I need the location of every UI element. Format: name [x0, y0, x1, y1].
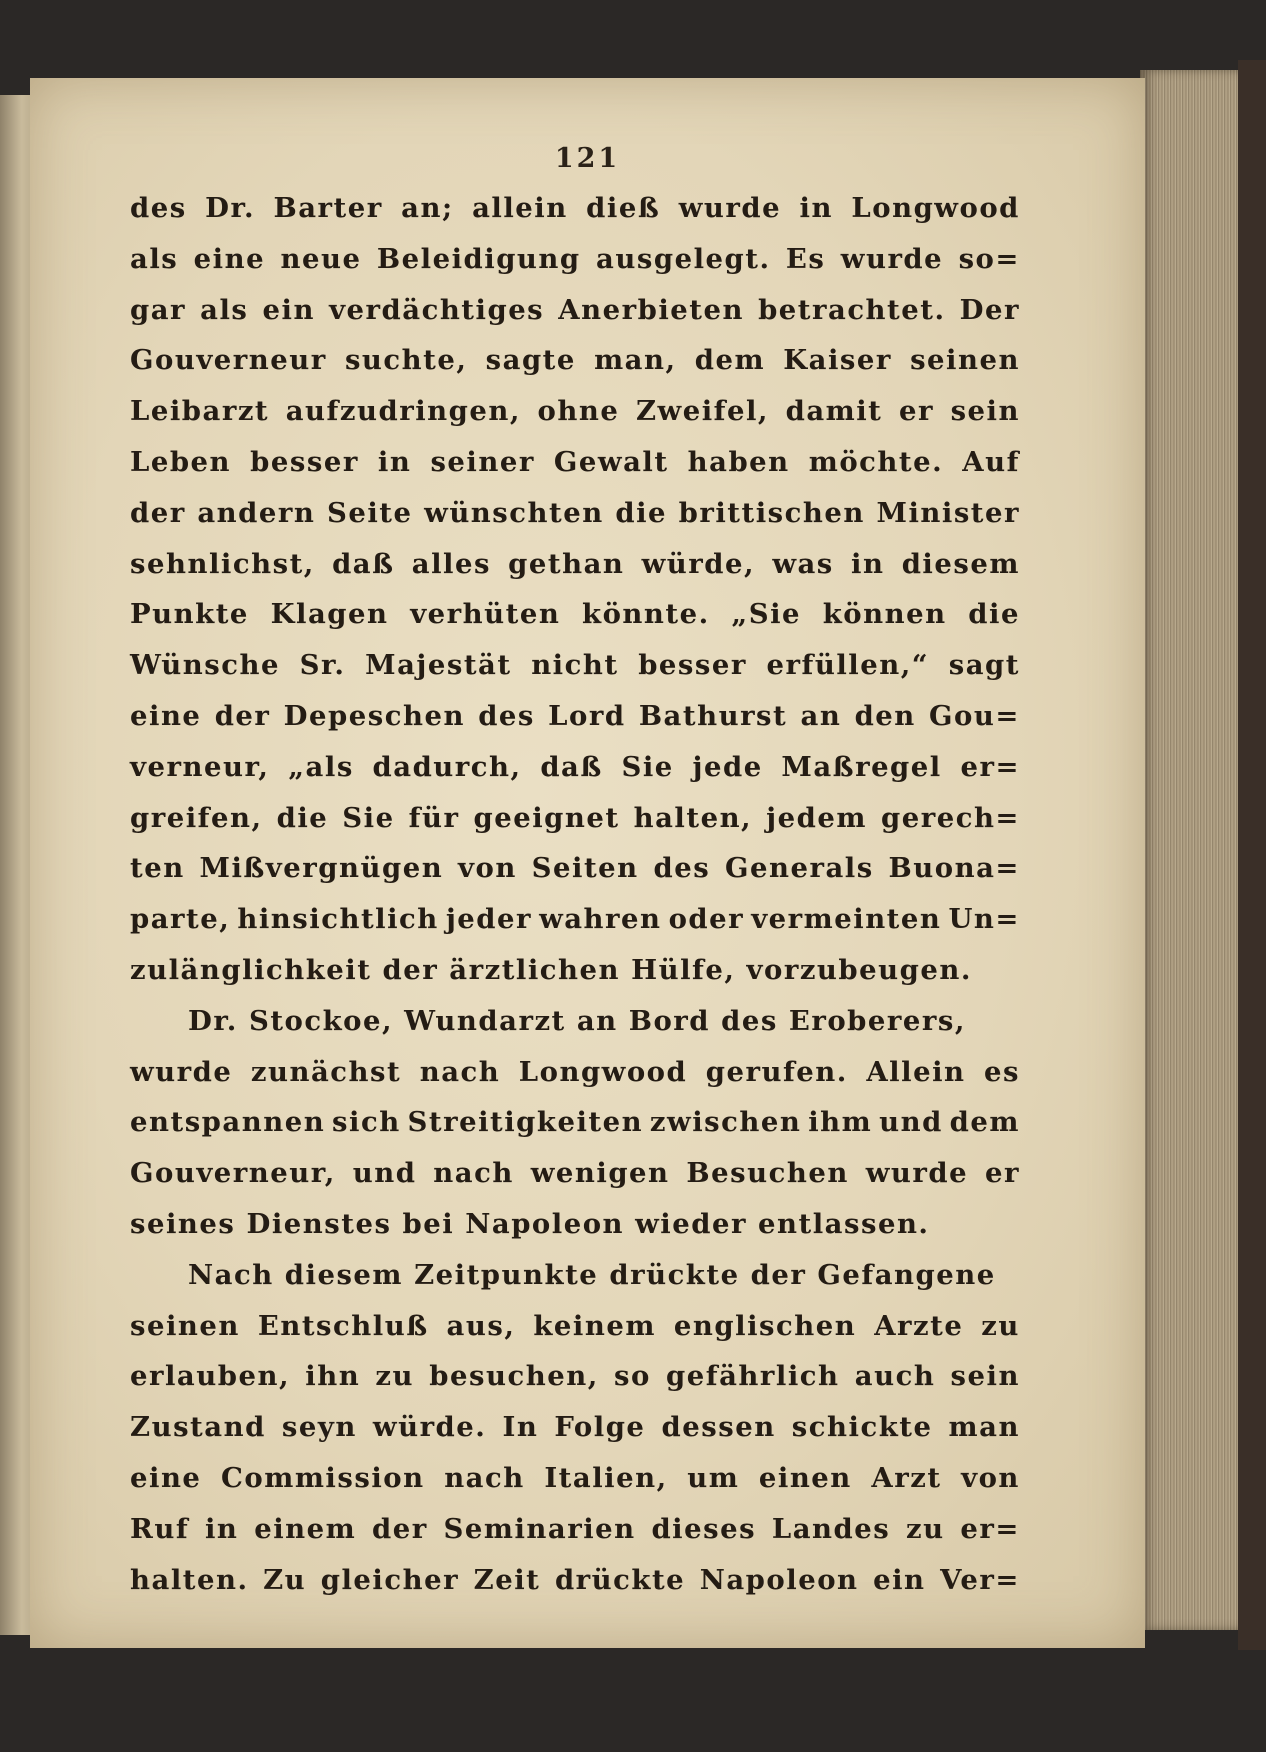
text-word: jedem	[766, 801, 867, 834]
text-word: damit	[785, 395, 883, 428]
text-word: gethan	[508, 547, 625, 580]
text-word: Minister	[876, 496, 1020, 529]
text-word: Seite	[327, 496, 413, 529]
text-word: verdächtiges	[329, 293, 545, 326]
text-word: die	[968, 598, 1020, 631]
text-word: des	[130, 192, 187, 224]
text-word: auch	[854, 1360, 936, 1393]
text-word: möchte.	[808, 445, 944, 478]
text-word: Un=	[948, 903, 1020, 936]
text-word: dadurch,	[372, 750, 522, 783]
text-word: der	[372, 1512, 428, 1545]
book-cover-edge	[1238, 60, 1266, 1650]
text-word: Leibarzt	[130, 395, 270, 428]
text-word: daß	[540, 750, 603, 783]
text-word: dieß	[586, 192, 661, 224]
text-word: entspannen	[130, 1106, 326, 1139]
text-word: eine	[130, 699, 202, 732]
text-word: er	[984, 1157, 1020, 1190]
text-word: als	[200, 293, 249, 326]
text-line	[130, 1301, 1020, 1352]
text-word: „als	[288, 750, 354, 783]
text-word: Sie	[621, 750, 674, 783]
text-word: schickte	[791, 1411, 933, 1444]
text-word: neue	[280, 242, 362, 275]
text-word: würde.	[372, 1411, 487, 1444]
text-word: Depeschen	[283, 699, 465, 732]
text-line: Dr. Stockoe, Wundarzt an Bord des Eroberers,	[188, 1004, 966, 1037]
text-word: an;	[401, 192, 454, 224]
book-page	[30, 78, 1145, 1648]
text-word: Longwood	[518, 1055, 688, 1088]
text-line	[130, 793, 1020, 844]
text-word: gar	[130, 293, 187, 326]
text-word: wenigen	[530, 1157, 670, 1190]
text-word: gerech=	[880, 801, 1020, 834]
text-word: sein	[950, 395, 1020, 428]
page-body-text	[130, 183, 1020, 1605]
text-word: nach	[444, 1461, 525, 1494]
text-word: so	[614, 1360, 651, 1393]
text-word: nicht	[531, 649, 619, 682]
text-word: ten	[130, 852, 185, 885]
text-word: seinen	[130, 1309, 240, 1342]
text-word: ein	[873, 1563, 926, 1596]
text-word: Seiten	[531, 852, 639, 885]
text-word: aufzudringen,	[285, 395, 521, 428]
text-word: Zustand	[130, 1411, 266, 1444]
text-word: besuchen,	[429, 1360, 599, 1393]
text-word: Mißvergnügen	[199, 852, 444, 885]
text-word: seiner	[430, 445, 535, 478]
text-word: drückte	[554, 1563, 686, 1596]
text-word: und	[879, 1106, 943, 1139]
text-word: besser	[638, 649, 747, 682]
text-word: Streitigkeiten	[407, 1106, 644, 1139]
text-word: und	[352, 1157, 417, 1190]
text-line	[130, 386, 1020, 437]
text-line	[130, 234, 1020, 285]
text-word: ohne	[537, 395, 620, 428]
text-word: Arzt	[871, 1461, 942, 1494]
text-word: Folge	[554, 1411, 646, 1444]
text-word: würde,	[641, 547, 756, 580]
text-word: an	[800, 699, 842, 732]
text-word: einem	[254, 1512, 357, 1545]
text-word: Arzte	[874, 1309, 964, 1342]
text-word: die	[276, 801, 329, 834]
text-word: wurde	[130, 1055, 233, 1088]
text-word: Gou=	[929, 699, 1020, 732]
text-word: Entschluß	[257, 1309, 429, 1342]
text-word: Longwood	[851, 192, 1020, 224]
text-word: halten.	[130, 1563, 249, 1596]
text-word: gleicher	[320, 1563, 460, 1596]
text-word: besser	[250, 445, 359, 478]
text-word: Majestät	[365, 649, 512, 682]
text-word: englischen	[673, 1309, 857, 1342]
text-line	[130, 1453, 1020, 1504]
text-word: Lord	[548, 699, 626, 732]
text-word: einen	[758, 1461, 852, 1494]
text-word: Bathurst	[638, 699, 788, 732]
text-word: zwischen	[649, 1106, 802, 1139]
text-word: Napoleon	[699, 1563, 859, 1596]
text-word: zunächst	[250, 1055, 402, 1088]
text-word: greifen,	[130, 801, 263, 834]
text-line	[130, 1555, 1020, 1606]
text-line: seines Dienstes bei Napoleon wieder entlassen.	[130, 1207, 930, 1240]
text-word: er=	[960, 750, 1020, 783]
text-word: sein	[950, 1360, 1020, 1393]
text-word: vermeinten	[751, 903, 942, 936]
text-word: suchte,	[344, 344, 468, 377]
text-word: zu	[375, 1360, 415, 1393]
text-line	[130, 285, 1020, 336]
text-word: verneur,	[130, 750, 270, 783]
text-word: erlauben,	[130, 1360, 291, 1393]
text-word: als	[130, 242, 179, 275]
text-line	[130, 843, 1020, 894]
text-word: keinem	[533, 1309, 656, 1342]
text-word: die	[615, 496, 668, 529]
text-word: ihn	[305, 1360, 361, 1393]
text-word: andern	[197, 496, 316, 529]
text-word: Zeit	[473, 1563, 541, 1596]
text-word: sagt	[948, 649, 1020, 682]
text-word: ein	[262, 293, 315, 326]
text-word: daß	[332, 547, 395, 580]
text-word: geeignet	[473, 801, 620, 834]
text-word: Commission	[221, 1461, 425, 1494]
text-word: Generals	[725, 852, 874, 885]
text-word: des	[653, 852, 711, 885]
text-word: Seminarien	[443, 1512, 636, 1545]
text-word: allein	[472, 192, 568, 224]
text-word: verhüten	[410, 598, 561, 631]
text-line	[130, 539, 1020, 590]
text-word: wurde	[840, 242, 944, 275]
text-line	[130, 589, 1020, 640]
text-line	[130, 1148, 1020, 1199]
text-word: Dr.	[205, 192, 256, 224]
text-word: zu	[981, 1309, 1020, 1342]
text-line	[130, 437, 1020, 488]
text-word: er=	[960, 1512, 1020, 1545]
text-line	[130, 691, 1020, 742]
text-word: den	[854, 699, 916, 732]
text-word: sich	[332, 1106, 401, 1139]
text-word: Auf	[962, 445, 1020, 478]
text-word: Zu	[263, 1563, 307, 1596]
text-word: alles	[411, 547, 491, 580]
text-word: Zweifel,	[635, 395, 769, 428]
text-word: wahren	[539, 903, 662, 936]
text-word: Kaiser	[783, 344, 892, 377]
text-word: um	[687, 1461, 740, 1494]
text-word: seyn	[281, 1411, 357, 1444]
text-word: man,	[594, 344, 677, 377]
text-line	[130, 640, 1020, 691]
text-word: gerufen.	[705, 1055, 848, 1088]
text-word: in	[204, 1512, 239, 1545]
text-line	[130, 1097, 1020, 1148]
text-word: eine	[130, 1461, 202, 1494]
text-line	[130, 894, 1020, 945]
text-word: Barter	[273, 192, 383, 224]
text-word: seinen	[910, 344, 1020, 377]
text-word: sagte	[485, 344, 576, 377]
text-word: Anerbieten	[558, 293, 744, 326]
text-word: wurde	[678, 192, 782, 224]
text-word: dieses	[651, 1512, 757, 1545]
text-word: Wünsche	[130, 649, 280, 682]
text-word: diesem	[901, 547, 1020, 580]
text-word: Maßregel	[781, 750, 942, 783]
text-word: Gouverneur	[130, 344, 327, 377]
text-word: Allein	[866, 1055, 966, 1088]
text-word: Punkte	[130, 598, 249, 631]
text-word: in	[851, 547, 885, 580]
text-word: ausgelegt.	[596, 242, 771, 275]
page-stack-edge	[1140, 70, 1252, 1630]
text-line	[130, 1047, 1020, 1098]
text-word: wurde	[865, 1157, 969, 1190]
text-word: jede	[692, 750, 763, 783]
text-word: des	[478, 699, 535, 732]
text-line	[130, 742, 1020, 793]
text-word: halten,	[633, 801, 753, 834]
text-word: dem	[694, 344, 766, 377]
text-line: zulänglichkeit der ärztlichen Hülfe, vorzubeugen.	[130, 953, 972, 986]
text-line	[130, 488, 1020, 539]
text-word: es	[984, 1055, 1020, 1088]
text-word: hinsichtlich	[237, 903, 439, 936]
text-word: Landes	[771, 1512, 891, 1545]
text-word: Beleidigung	[376, 242, 581, 275]
text-line	[130, 1402, 1020, 1453]
text-word: der	[130, 496, 186, 529]
text-word: aus,	[446, 1309, 516, 1342]
text-word: nach	[419, 1055, 501, 1088]
text-word: wünschten	[424, 496, 604, 529]
text-word: der	[214, 699, 271, 732]
text-word: jeder	[445, 903, 533, 936]
text-word: nach	[433, 1157, 514, 1190]
text-word: so=	[958, 242, 1020, 275]
text-word: betrachtet.	[758, 293, 946, 326]
text-word: Gouverneur,	[130, 1157, 336, 1190]
text-word: Klagen	[270, 598, 389, 631]
text-line	[130, 1504, 1020, 1555]
text-word: Ver=	[940, 1563, 1020, 1596]
text-word: in	[799, 192, 833, 224]
text-word: man	[948, 1411, 1020, 1444]
text-word: parte,	[130, 903, 231, 936]
text-word: Sr.	[299, 649, 346, 682]
text-word: ihm	[808, 1106, 873, 1139]
text-word: dem	[949, 1106, 1020, 1139]
text-word: könnte.	[582, 598, 710, 631]
text-word: in	[377, 445, 412, 478]
text-word: Besuchen	[686, 1157, 849, 1190]
text-word: In	[502, 1411, 539, 1444]
text-word: können	[822, 598, 947, 631]
text-word: sehnlichst,	[130, 547, 315, 580]
text-word: Der	[959, 293, 1020, 326]
text-word: Es	[785, 242, 826, 275]
text-word: gefährlich	[666, 1360, 840, 1393]
text-line	[130, 335, 1020, 386]
text-word: Sie	[342, 801, 395, 834]
page-number: 121	[554, 143, 621, 174]
text-word: Gewalt	[553, 445, 669, 478]
text-word: Italien,	[544, 1461, 668, 1494]
text-word: was	[772, 547, 834, 580]
text-word: er	[898, 395, 934, 428]
text-line	[130, 1351, 1020, 1402]
text-word: Leben	[130, 445, 232, 478]
text-word: oder	[668, 903, 745, 936]
text-word: „Sie	[731, 598, 802, 631]
text-word: dessen	[661, 1411, 776, 1444]
text-word: Buona=	[888, 852, 1020, 885]
text-line	[130, 183, 1020, 234]
text-word: erfüllen,“	[766, 649, 930, 682]
text-word: eine	[193, 242, 266, 275]
text-word: brittischen	[678, 496, 865, 529]
text-line: Nach diesem Zeitpunkte drückte der Gefangene	[188, 1258, 996, 1291]
text-word: von	[961, 1461, 1020, 1494]
text-word: für	[408, 801, 460, 834]
text-word: zu	[906, 1512, 945, 1545]
text-word: haben	[687, 445, 790, 478]
text-word: Ruf	[130, 1512, 190, 1545]
text-word: von	[458, 852, 517, 885]
